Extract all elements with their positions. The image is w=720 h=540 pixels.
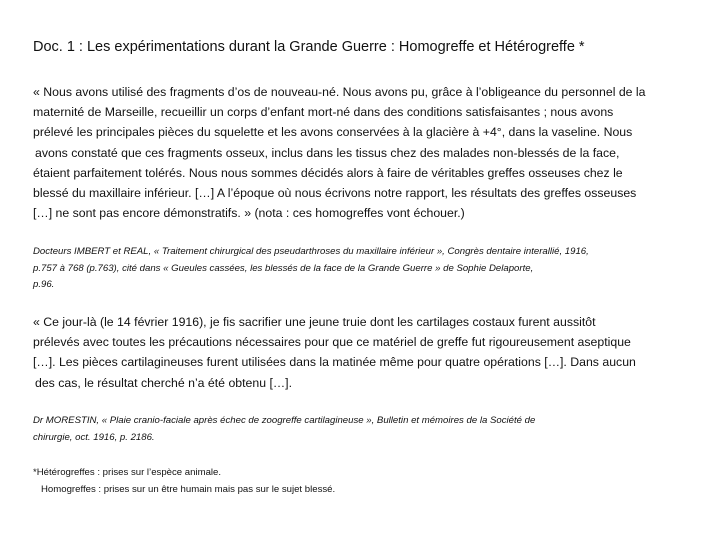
quote-line: prélevés avec toutes les précautions nécessaires pour que ce matériel de greffe fut rigoureusement aseptique bbox=[33, 335, 631, 350]
reference-line: Dr MORESTIN, « Plaie cranio-faciale après échec de zoogreffe cartilagineuse », Bulletin et mémoires de la Société de bbox=[33, 415, 536, 426]
quote-line: […]. Les pièces cartilagineuses furent utilisées dans la matinée même pour quatre opérations […]. Dans aucun bbox=[33, 355, 636, 370]
footnote-line: *Hétérogreffes : prises sur l’espèce animale. bbox=[33, 467, 222, 478]
quote-line: étaient parfaitement tolérés. Nous nous sommes décidés alors à faire de véritables greffes osseuses chez le bbox=[33, 165, 623, 180]
quote-line: avons constaté que ces fragments osseux, inclus dans les tissus chez des malades non-blessés de la face, bbox=[35, 145, 620, 160]
quote-imbert-real bbox=[33, 82, 683, 223]
reference-line: p.96. bbox=[33, 279, 55, 290]
quote-line: prélevé les principales pièces du squelette et les avons conservées à la glacière à +4°, dans la vaseline. Nous bbox=[33, 125, 633, 140]
document-title: Doc. 1 : Les expérimentations durant la Grande Guerre : Homogreffe et Hétérogreffe * bbox=[33, 39, 585, 55]
quote-line: « Nous avons utilisé des fragments d’os de nouveau-né. Nous avons pu, grâce à l’obligeance du personnel de la bbox=[33, 85, 646, 99]
reference-morestin bbox=[33, 413, 698, 446]
reference-line: chirurgie, oct. 1916, p. 2186. bbox=[33, 431, 155, 443]
footnote-line: Homogreffes : prises sur un être humain mais pas sur le sujet blessé. bbox=[41, 483, 336, 495]
quote-line: blessé du maxillaire inférieur. […] A l’époque où nous écrivons notre rapport, les résultats des greffes osseuses bbox=[33, 186, 637, 201]
quote-line: « Ce jour-là (le 14 février 1916), je fis sacrifier une jeune truie dont les cartilages costaux furent aussitôt bbox=[33, 315, 596, 329]
reference-line: Docteurs IMBERT et REAL, « Traitement chirurgical des pseudarthroses du maxillaire inférieur », Congrès dentaire interallié, 1916, bbox=[33, 246, 589, 257]
reference-imbert-real bbox=[33, 244, 698, 294]
quote-morestin bbox=[33, 312, 683, 393]
quote-line: […] ne sont pas encore démonstratifs. » (nota : ces homogreffes vont échouer.) bbox=[33, 206, 465, 221]
quote-line: des cas, le résultat cherché n’a été obtenu […]. bbox=[35, 375, 293, 390]
reference-line: p.757 à 768 (p.763), cité dans « Gueules cassées, les blessés de la face de la Grande Guerre » de Sophie Delaporte, bbox=[33, 262, 534, 274]
footnote bbox=[33, 465, 683, 498]
quote-line: maternité de Marseille, recueillir un corps d’enfant mort-né dans des conditions satisfaisantes ; nous avons bbox=[33, 105, 614, 120]
